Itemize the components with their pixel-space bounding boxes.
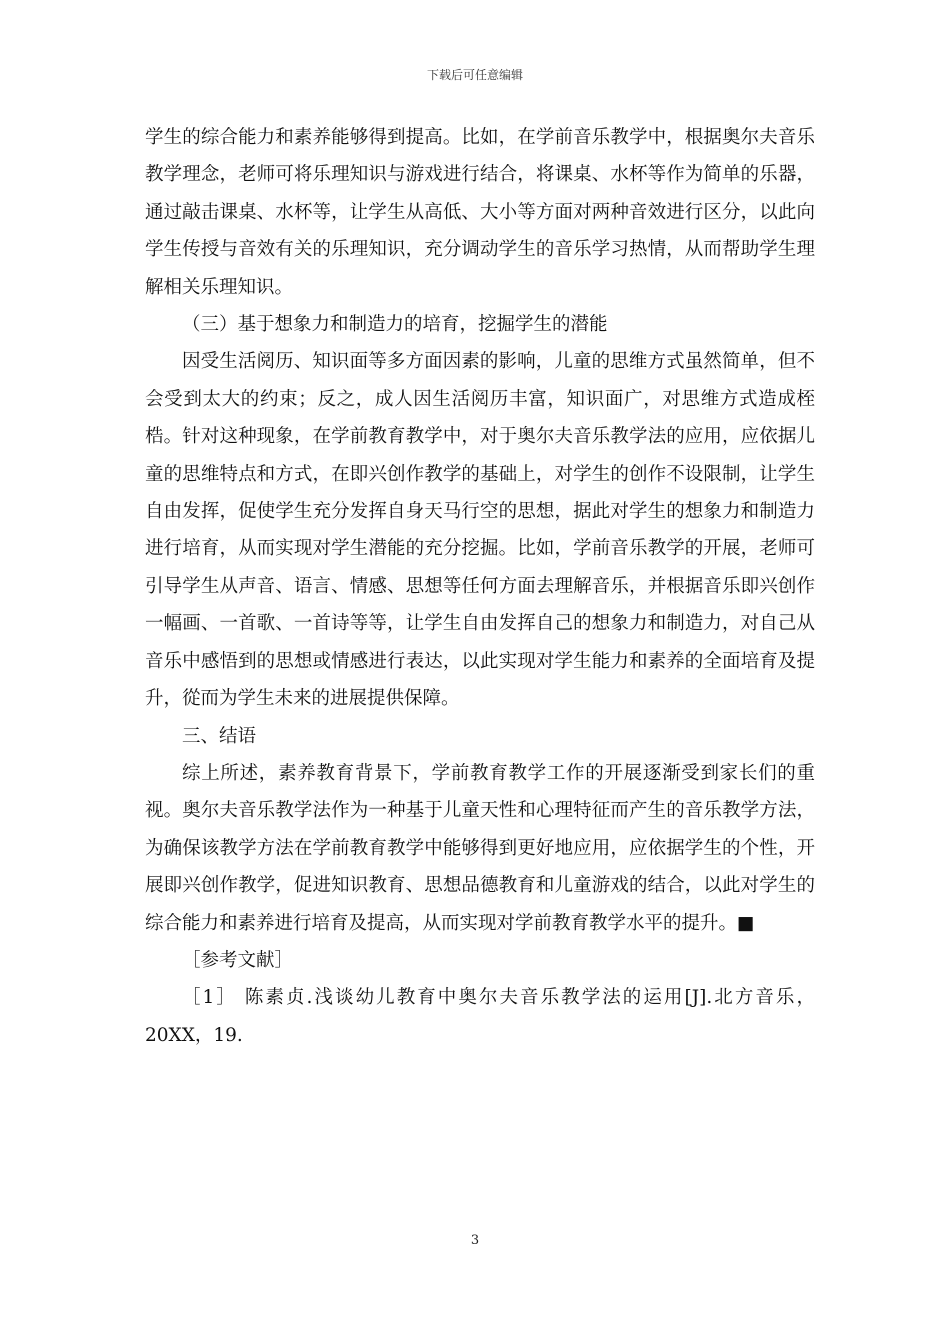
paragraph-2: 因受生活阅历、知识面等多方面因素的影响，儿童的思维方式虽然简单，但不会受到太大的约束；反之，成人因生活阅历丰富，知识面广，对思维方式造成桎梏。针对这种现象，在学前教育教学中，对于奥尔夫音乐教学法的应用，应依据儿童的思维特点和方式，在即兴创作教学的基础上，对学生的创作不设限制，让学生自由发挥，促使学生充分发挥自身天马行空的思想，据此对学生的想象力和制造力进行培育，从而实现对学生潜能的充分挖掘。比如，学前音乐教学的开展，老师可引导学生从声音、语言、情感、思想等任何方面去理解音乐，并根据音乐即兴创作一幅画、一首歌、一首诗等等，让学生自由发挥自己的想象力和制造力，对自己从音乐中感悟到的思想或情感进行表达，以此实现对学生能力和素养的全面培育及提升，從而为学生未来的进展提供保障。: [145, 351, 815, 710]
document-body: [145, 119, 815, 1054]
section-heading-3: （三）基于想象力和制造力的培育，挖掘学生的潜能: [182, 314, 608, 336]
references-heading: ［参考文献］: [182, 949, 294, 971]
reference-item-1: ［1］ 陈素贞.浅谈幼儿教育中奥尔夫音乐教学法的运用[J].北方音乐，20XX，19.: [145, 987, 815, 1046]
paragraph-3: 综上所述，素养教育背景下，学前教育教学工作的开展逐渐受到家长们的重视。奥尔夫音乐教学法作为一种基于儿童天性和心理特征而产生的音乐教学方法，为确保该教学方法在学前教育教学中能够得到更好地应用，应依据学生的个性，开展即兴创作教学，促进知识教育、思想品德教育和儿童游戏的结合，以此对学生的综合能力和素养进行培育及提高，从而实现对学前教育教学水平的提升。■: [145, 762, 815, 934]
page-number: 3: [470, 1233, 480, 1248]
page-header: 下载后可任意编辑: [426, 68, 523, 82]
paragraph-1: 学生的综合能力和素养能够得到提高。比如，在学前音乐教学中，根据奥尔夫音乐教学理念，老师可将乐理知识与游戏进行结合，将课桌、水杯等作为简单的乐器，通过敲击课桌、水杯等，让学生从高低、大小等方面对两种音效进行区分，以此向学生传授与音效有关的乐理知识，充分调动学生的音乐学习热情，从而帮助学生理解相关乐理知识。: [145, 127, 815, 298]
conclusion-heading: 三、结语: [182, 725, 257, 747]
